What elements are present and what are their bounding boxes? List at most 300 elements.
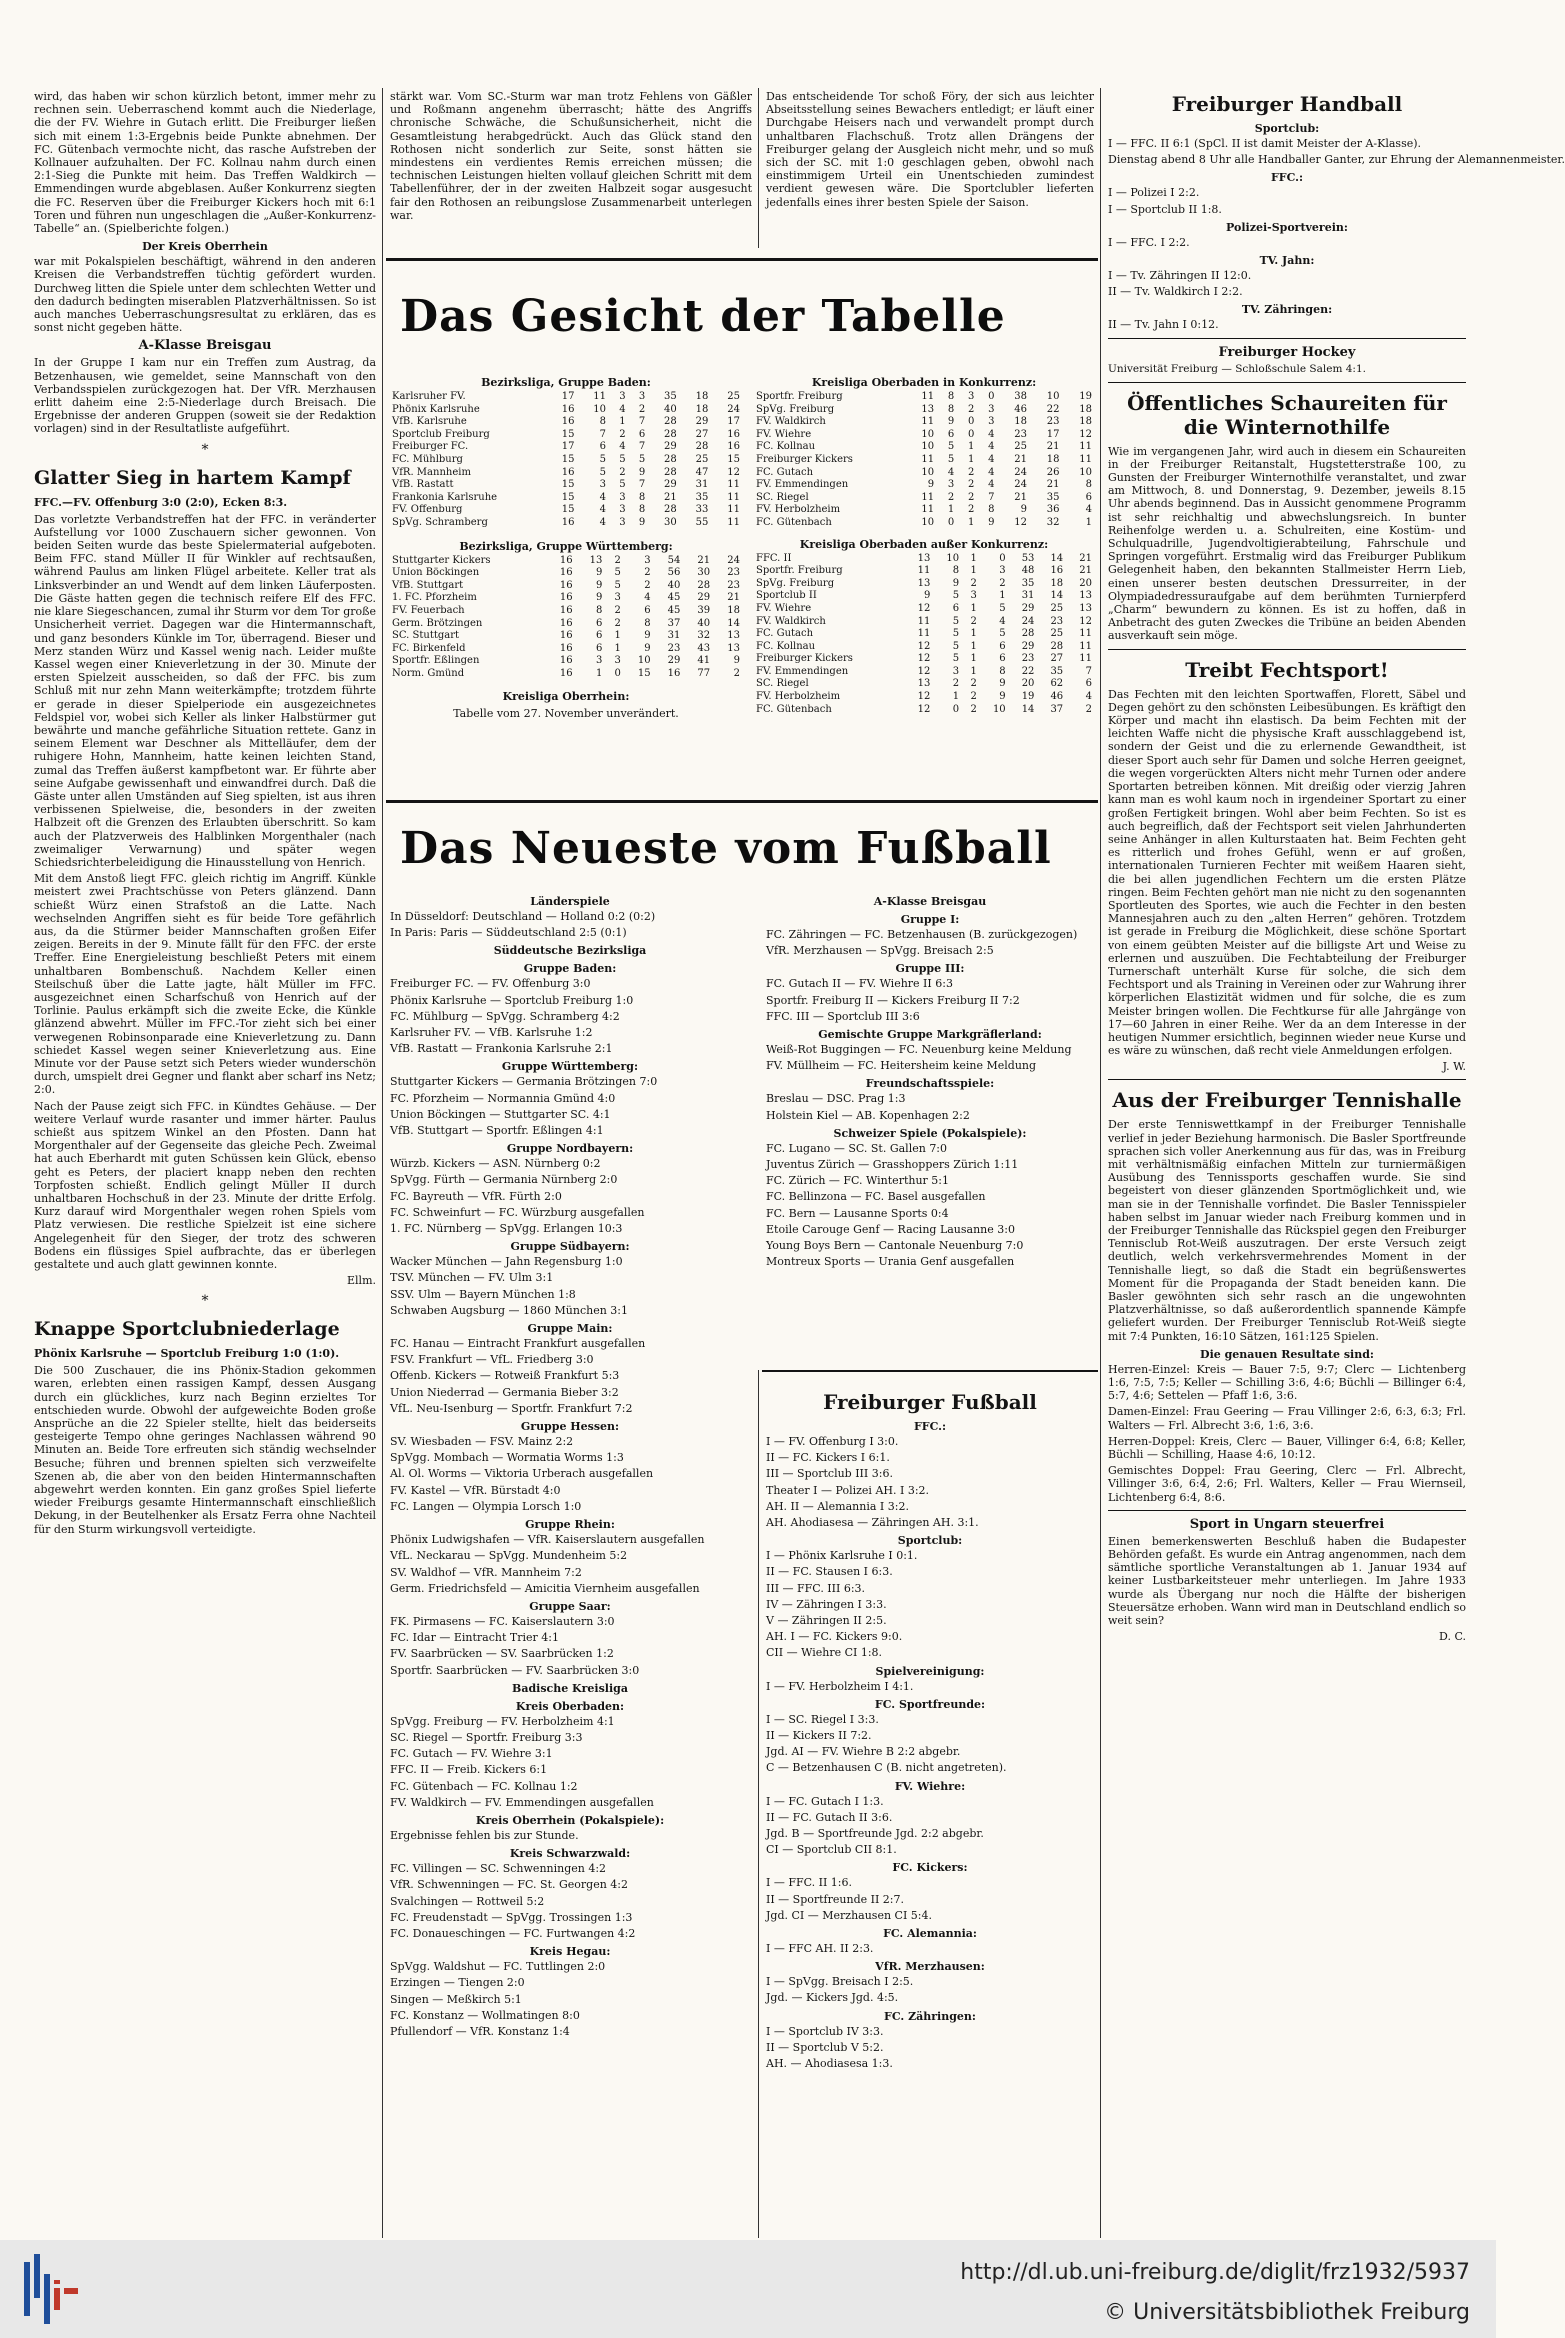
stat-cell: 21 — [1014, 453, 1027, 465]
stat-cell: 4 — [599, 491, 607, 503]
group-heading: Polizei-Sportverein: — [1226, 220, 1348, 234]
stat-cell: 30 — [664, 516, 677, 528]
result-line: Jgd. AI — FV. Wiehre B 2:2 abgebr. — [766, 1745, 961, 1759]
stat-cell: 3 — [952, 665, 960, 677]
stat-cell: 7 — [638, 416, 646, 428]
result-line: TSV. München — FV. Ulm 3:1 — [390, 1271, 554, 1285]
stat-cell: 1 — [970, 628, 977, 640]
stat-cell: 1 — [967, 516, 975, 528]
banner-tabelle: Das Gesicht der Tabelle — [400, 291, 1006, 342]
stat-cell: 10 — [1046, 391, 1060, 402]
stat-cell: 14 — [1050, 552, 1064, 564]
stat-cell: 28 — [664, 416, 677, 428]
result-line: FC. Langen — Olympia Lorsch 1:0 — [390, 1499, 582, 1513]
stat-cell: 29 — [697, 592, 711, 604]
table-row — [754, 504, 1094, 517]
source-url-link[interactable]: http://dl.ub.uni-freiburg.de/diglit/frz1932/5937 — [960, 2260, 1470, 2285]
stat-cell: 25 — [727, 391, 740, 402]
group-heading: Kreis Oberbaden: — [515, 1699, 625, 1713]
group-heading: Gemischte Gruppe Markgräflerland: — [818, 1028, 1042, 1042]
stat-cell: 35 — [695, 491, 709, 503]
team-name: FV. Wiehre — [756, 428, 812, 440]
stat-cell: 56 — [667, 567, 681, 579]
result-line: FV. Saarbrücken — SV. Saarbrücken 1:2 — [390, 1647, 614, 1661]
stat-cell: 8 — [952, 565, 960, 577]
stat-cell: 13 — [917, 552, 931, 564]
stat-cell: 41 — [697, 655, 711, 667]
stat-cell: 1 — [967, 441, 975, 453]
team-name: FC. Gutach — [756, 466, 814, 478]
team-name: Freiburger Kickers — [756, 653, 853, 665]
result-line: Jgd. B — Sportfreunde Jgd. 2:2 abgebr. — [766, 1827, 984, 1841]
stat-cell: 11 — [917, 565, 931, 577]
stat-cell: 1 — [967, 453, 975, 465]
result-line: Stuttgarter Kickers — Germania Brötzingen 7:0 — [390, 1075, 658, 1089]
result-line: Offenb. Kickers — Rotweiß Frankfurt 5:3 — [390, 1369, 620, 1383]
stat-cell: 9 — [927, 479, 935, 491]
stat-cell: 28 — [664, 466, 677, 478]
result-line: Jgd. CI — Merzhausen CI 5:4. — [766, 1908, 932, 1922]
team-name: FV. Wiehre — [756, 602, 812, 614]
stat-cell: 18 — [1046, 453, 1060, 465]
stat-cell: 18 — [1050, 577, 1064, 589]
stat-cell: 20 — [1079, 577, 1092, 589]
result-line: III — Sportclub III 3:6. — [766, 1467, 893, 1481]
result-line: FC. Zürich — FC. Winterthur 5:1 — [766, 1174, 949, 1188]
team-name: VfB. Stuttgart — [392, 579, 464, 591]
team-name: FC. Mühlburg — [392, 453, 463, 465]
article-text: Die 500 Zuschauer, die ins Phönix-Stadion gekommen waren, erlebten einen rassigen Kampf, dessen Ausgang durch ein glückliches, kurz nach Beginn erzieltes Tor entschieden wurde. Obwohl der aufgeweichte Boden große Ansprüche an die 22 Spieler stellte, hielt das beiderseits gesteigerte Tempo ohne geringes Nachlassen während 90 Minuten an. Beide Tore erfreuten sich ständig wechselnder Besuche; führen und brennen spielten sich verzweifelte Szenen ab, die aber von den beiden Hintermannschaften abgewehrt werden konnten. Ein ganz großes Spiel lieferte wieder Freiburgs gesamte Hintermannschaft einschließlich Dekung, in der Beutelhenker als Ersatz Ferra ohne Nachteil für den Sturm wirkungsvoll verteidigte. — [34, 1364, 376, 1536]
team-name: FC. Birkenfeld — [392, 642, 466, 654]
article-text: Wie im vergangenen Jahr, wird auch in diesem ein Schaureiten in der Freiburger Reitanstalt, Hugstetterstraße 100, zu Gunsten der Freiburger Winternothilfe veranstaltet, und zwar am Mittwoch, 8. und Donnerstag, 9. Dezember, jeweils 8.15 Uhr abends beginnend. Das in Aussicht genommene Programm ist sehr reichhaltig und abwechslungsreich. In bunter Reihenfolge werden u. a. Schulreiten, eine Kostüm- und Schulquadrille, Jugendvoltigierabteilung, Fahrschule und Springen vorgeführt. Erstmalig wird das Freiburger Publikum Gelegenheit haben, den bekannten Stallmeister Herrn Lieb, einen unserer besten deutschen Dressurreiter, in der Olympiadedressuraufgabe auf dem berühmten Turnierpferd „Charm“ bewundern zu können. Es ist zu hoffen, daß in Anbetracht des guten Zweckes die Tribüne an beiden Abenden ausverkauft sein möge. — [1108, 444, 1466, 643]
results-left — [386, 890, 754, 2236]
team-name: FC. Kollnau — [756, 441, 816, 453]
stat-cell: 13 — [917, 577, 931, 589]
result-line: Schwaben Augsburg — 1860 München 3:1 — [390, 1303, 628, 1317]
stat-cell: 9 — [999, 691, 1006, 703]
stat-cell: 10 — [946, 552, 960, 564]
stat-cell: 11 — [921, 504, 935, 516]
stat-cell: 8 — [638, 504, 646, 516]
stat-cell: 11 — [921, 416, 935, 428]
stat-cell: 11 — [1079, 628, 1092, 640]
stat-cell: 16 — [727, 441, 740, 453]
group-heading: Gruppe Südbayern: — [510, 1240, 630, 1254]
column-5 — [1104, 84, 1565, 2234]
stat-cell: 10 — [921, 516, 935, 528]
stat-cell: 1 — [619, 416, 626, 428]
stat-cell: 2 — [614, 604, 621, 616]
stat-cell: 1 — [614, 630, 621, 642]
result-line: I — Polizei I 2:2. — [1108, 186, 1200, 200]
stat-cell: 12 — [917, 665, 931, 677]
stat-cell: 7 — [988, 491, 995, 503]
stat-cell: 29 — [1021, 640, 1035, 652]
table-row — [390, 454, 742, 467]
stat-cell: 40 — [667, 579, 681, 591]
table-row — [390, 504, 742, 517]
result-line: FC. Bern — Lausanne Sports 0:4 — [766, 1206, 949, 1220]
team-name: FC. Gütenbach — [756, 703, 832, 715]
stat-cell: 3 — [596, 655, 603, 667]
stat-cell: 24 — [727, 554, 740, 566]
stat-cell: 2 — [638, 403, 646, 415]
table-row — [390, 404, 742, 417]
article-headline: Freiburger Handball — [1171, 92, 1403, 116]
result-line: Ergebnisse fehlen bis zur Stunde. — [390, 1828, 579, 1842]
stat-cell: 11 — [727, 479, 740, 491]
stat-cell: 5 — [619, 479, 626, 491]
result-line: Sportfr. Saarbrücken — FV. Saarbrücken 3:0 — [390, 1663, 640, 1677]
stat-cell: 2 — [733, 667, 740, 679]
result-line: II — FC. Stausen I 6:3. — [766, 1565, 893, 1579]
stat-cell: 3 — [619, 391, 626, 402]
separator-star: * — [201, 441, 209, 458]
stat-cell: 38 — [1014, 391, 1027, 402]
result-line: Wacker München — Jahn Regensburg 1:0 — [390, 1255, 623, 1269]
stat-cell: 17 — [561, 391, 575, 402]
result-line: Young Boys Bern — Cantonale Neuenburg 7:0 — [766, 1239, 1024, 1253]
result-line: I — Tv. Zähringen II 12:0. — [1108, 269, 1252, 283]
group-heading: Gruppe Rhein: — [525, 1518, 615, 1532]
result-line: Etoile Carouge Genf — Racing Lausanne 3:0 — [766, 1222, 1015, 1236]
stat-cell: 17 — [1046, 428, 1060, 440]
article-headline: Aus der Freiburger Tennishalle — [1112, 1088, 1462, 1113]
team-name: Frankonia Karlsruhe — [392, 491, 498, 503]
stat-cell: 5 — [952, 628, 960, 640]
stat-cell: 16 — [561, 403, 575, 415]
group-heading: Sportclub: — [1254, 122, 1320, 135]
team-name: SpVg. Schramberg — [392, 516, 488, 528]
stat-cell: 12 — [917, 653, 931, 665]
stat-cell: 12 — [1014, 516, 1027, 528]
group-heading: TV. Zähringen: — [1241, 303, 1333, 317]
stat-cell: 11 — [1079, 453, 1092, 465]
match-subheading: FFC.—FV. Offenburg 3:0 (2:0), Ecken 8:3. — [34, 495, 288, 509]
stat-cell: 12 — [917, 640, 931, 652]
section-heading: Die genauen Resultate sind: — [1200, 1347, 1374, 1361]
result-line: FV. Waldkirch — FV. Emmendingen ausgefallen — [390, 1795, 654, 1809]
standings-table-ak — [754, 553, 1094, 717]
stat-cell: 55 — [695, 516, 709, 528]
table-row — [390, 467, 742, 480]
table-row — [390, 643, 742, 656]
stat-cell: 1 — [947, 504, 955, 516]
stat-cell: 12 — [1079, 615, 1092, 627]
stat-cell: 31 — [667, 630, 681, 642]
stat-cell: 12 — [917, 691, 931, 703]
table-row — [390, 391, 742, 404]
stat-cell: 45 — [667, 592, 681, 604]
stat-cell: 8 — [599, 416, 607, 428]
standings-table-baden — [390, 391, 742, 530]
table-row — [754, 404, 1094, 417]
result-line: I — SC. Riegel I 3:3. — [766, 1712, 879, 1726]
stat-cell: 45 — [667, 604, 681, 616]
stat-cell: 2 — [967, 479, 975, 491]
stat-cell: 22 — [1046, 403, 1060, 415]
result-line: FC. Pforzheim — Normannia Gmünd 4:0 — [390, 1091, 616, 1105]
stat-cell: 2 — [967, 504, 975, 516]
stat-cell: 11 — [921, 453, 935, 465]
stat-cell: 15 — [561, 479, 575, 491]
stat-cell: 2 — [967, 466, 975, 478]
stat-cell: 3 — [988, 416, 995, 428]
stat-cell: 10 — [593, 403, 607, 415]
column-2-top — [386, 90, 756, 256]
stat-cell: 23 — [667, 642, 681, 654]
stat-cell: 4 — [619, 403, 626, 415]
result-line: FC. Konstanz — Wollmatingen 8:0 — [390, 2008, 580, 2022]
result-line: II — Tv. Waldkirch I 2:2. — [1108, 285, 1243, 299]
stat-cell: 2 — [970, 615, 977, 627]
result-line: FFC. II — Freib. Kickers 6:1 — [390, 1763, 548, 1777]
group-heading: Spielvereinigung: — [875, 1664, 985, 1678]
stat-cell: 4 — [619, 441, 626, 453]
stat-cell: 2 — [999, 577, 1006, 589]
result-line: Svalchingen — Rottweil 5:2 — [390, 1894, 545, 1908]
stat-cell: 29 — [664, 479, 677, 491]
result-line: III — FFC. III 6:3. — [766, 1581, 866, 1595]
stat-cell: 13 — [1079, 602, 1092, 614]
stat-cell: 3 — [619, 504, 626, 516]
stat-cell: 3 — [967, 391, 975, 402]
result-line: FK. Pirmasens — FC. Kaiserslautern 3:0 — [390, 1614, 615, 1628]
group-heading: Gruppe Hessen: — [520, 1420, 620, 1434]
stat-cell: 15 — [561, 504, 575, 516]
stat-cell: 16 — [561, 466, 575, 478]
column-rule — [758, 1370, 759, 2238]
group-heading: Kreis Hegau: — [529, 1945, 611, 1959]
table-note: Tabelle vom 27. November unverändert. — [453, 707, 679, 721]
result-line: I — FFC. II 1:6. — [766, 1876, 853, 1890]
article-text: war mit Pokalspielen beschäftigt, während in den anderen Kreisen die Verbandstreffen tüchtig gefördert wurden. Durchweg litten die Spiele unter dem schlechten Wetter und den dadurch bedingten miserablen Platzverhältnissen. So ist auch manches Ueberraschungsresultat zu erklären, das es sonst nicht gegeben hätte. — [34, 255, 376, 335]
stat-cell: 5 — [614, 579, 621, 591]
stat-cell: 53 — [1021, 552, 1035, 564]
result-line: FC. Gutach II — FV. Wiehre II 6:3 — [766, 977, 953, 991]
stat-cell: 10 — [637, 655, 651, 667]
article-text: Damen-Einzel: Frau Geering — Frau Villinger 2:6, 6:3, 6:3; Frl. Walters — Frl. Albrecht 3:6, 1:6, 3:6. — [1108, 1405, 1466, 1432]
result-line: Pfullendorf — VfR. Konstanz 1:4 — [390, 2024, 570, 2038]
result-line: FC. Bellinzona — FC. Basel ausgefallen — [766, 1190, 986, 1204]
stat-cell: 16 — [559, 579, 573, 591]
result-line: Al. Ol. Worms — Viktoria Urberach ausgefallen — [390, 1467, 654, 1481]
stat-cell: 14 — [1021, 703, 1035, 715]
stat-cell: 10 — [992, 703, 1006, 715]
table-row — [754, 391, 1094, 404]
stat-cell: 3 — [614, 655, 621, 667]
tables-left — [386, 372, 746, 792]
stat-cell: 31 — [695, 479, 709, 491]
result-line: II — Sportclub V 5:2. — [766, 2040, 884, 2054]
team-name: FV. Offenburg — [392, 504, 463, 516]
group-heading: FC. Zähringen: — [884, 2009, 976, 2023]
stat-cell: 3 — [999, 565, 1006, 577]
stat-cell: 0 — [614, 667, 621, 679]
stat-cell: 29 — [667, 655, 681, 667]
stat-cell: 40 — [697, 617, 711, 629]
stat-cell: 21 — [1079, 565, 1092, 577]
section-rule — [1108, 649, 1466, 650]
stat-cell: 16 — [667, 667, 681, 679]
stat-cell: 1 — [970, 565, 977, 577]
group-heading: FV. Wiehre: — [894, 1779, 966, 1793]
stat-cell: 5 — [947, 453, 955, 465]
group-heading: Kreis Oberrhein (Pokalspiele): — [475, 1813, 665, 1827]
result-line: Breslau — DSC. Prag 1:3 — [766, 1092, 906, 1106]
team-name: VfB. Karlsruhe — [392, 416, 467, 428]
article-text: Nach der Pause zeigt sich FFC. in Kündtes Gehäuse. — Der weitere Verlauf wurde rasanter und immer härter. Paulus schießt aus spitzem Winkel an den Pfosten. Dann hat Morgenthaler auf der Gegenseite das gleiche Pech. Zweimal hat auch Eberhardt mit guten Schüssen kein Glück, ebenso geht es Peters, der placiert knapp neben den rechten Torpfosten schießt. Endlich gelingt Müller II durch unhaltbaren Hochschuß in der 23. Minute der dritte Erfolg. Kurz darauf wird Morgenthaler wegen rohen Spiels vom Platz verwiesen. Die restliche Spielzeit ist eine sichere Angelegenheit für den Sieger, der trotz des schweren Bodens ein flüssiges Spiel aufbrachte, das er überlegen gestaltete und auch glatt gewinnen konnte. — [34, 1099, 376, 1272]
stat-cell: 1 — [970, 640, 977, 652]
stat-cell: 5 — [638, 453, 646, 465]
stat-cell: 10 — [921, 441, 935, 453]
stat-cell: 23 — [727, 567, 740, 579]
stat-cell: 16 — [559, 617, 573, 629]
group-heading: FFC.: — [1270, 171, 1304, 185]
stat-cell: 17 — [561, 441, 575, 453]
stat-cell: 4 — [988, 453, 995, 465]
stat-cell: 11 — [921, 391, 935, 402]
table-row — [390, 429, 742, 442]
result-line: Holstein Kiel — AB. Kopenhagen 2:2 — [766, 1108, 970, 1122]
stat-cell: 62 — [1050, 678, 1064, 690]
result-line: II — FC. Gutach II 3:6. — [766, 1810, 893, 1824]
table-row — [390, 618, 742, 631]
table-row — [390, 605, 742, 618]
footer-bar — [0, 2240, 1496, 2338]
stat-cell: 4 — [1085, 504, 1092, 516]
stat-cell: 40 — [664, 403, 677, 415]
team-name: FV. Herbolzheim — [756, 691, 841, 703]
author-signature: D. C. — [1439, 1630, 1466, 1644]
stat-cell: 6 — [638, 428, 646, 440]
match-subheading: Phönix Karlsruhe — Sportclub Freiburg 1:0 (1:0). — [34, 1347, 340, 1361]
column-1 — [30, 90, 380, 2236]
table-heading: Bezirksliga, Gruppe Baden: — [481, 376, 651, 389]
group-heading: FC. Sportfreunde: — [874, 1697, 986, 1711]
stat-cell: 2 — [614, 617, 621, 629]
stat-cell: 23 — [1021, 653, 1035, 665]
group-heading: Länderspiele — [530, 895, 610, 908]
article-headline: Glatter Sieg in hartem Kampf — [34, 466, 351, 489]
result-line: FV. Müllheim — FC. Heitersheim keine Meldung — [766, 1059, 1037, 1073]
stat-cell: 3 — [644, 554, 651, 566]
stat-cell: 2 — [970, 577, 977, 589]
group-heading: Gruppe Saar: — [529, 1599, 611, 1613]
table-row — [754, 416, 1094, 429]
stat-cell: 11 — [727, 491, 740, 503]
stat-cell: 9 — [733, 655, 740, 667]
result-line: SV. Wiesbaden — FSV. Mainz 2:2 — [390, 1435, 574, 1449]
stat-cell: 2 — [619, 466, 626, 478]
result-line: 1. FC. Nürnberg — SpVgg. Erlangen 10:3 — [390, 1222, 623, 1236]
team-name: FV. Waldkirch — [756, 416, 826, 428]
article-text: Einen bemerkenswerten Beschluß haben die Budapester Behörden gefaßt. Es wurde ein Antrag angenommen, nach dem sämtliche sportliche Veranstaltungen ab 1. Januar 1934 auf keiner Lustbarkeitsteuer mehr unterliegen. Im Jahre 1933 wurde als Übergang nur noch die Hälfte der bisherigen Steuersätze erhoben. Wann wird man in Deutschland endlich so weit sein? — [1108, 1534, 1466, 1628]
stat-cell: 4 — [999, 615, 1006, 627]
separator-star: * — [201, 1293, 209, 1310]
stat-cell: 3 — [638, 391, 646, 402]
stat-cell: 10 — [1079, 466, 1092, 478]
stat-cell: 16 — [559, 604, 573, 616]
table-heading: Kreisliga Oberbaden in Konkurrenz: — [811, 376, 1037, 389]
result-line: SC. Riegel — Sportfr. Freiburg 3:3 — [390, 1730, 583, 1744]
stat-cell: 12 — [917, 703, 931, 715]
stat-cell: 23 — [727, 579, 740, 591]
group-heading: Badische Kreisliga — [512, 1681, 628, 1695]
result-line: AH. Ahodiasesa — Zähringen AH. 3:1. — [766, 1516, 979, 1530]
stat-cell: 4 — [988, 441, 995, 453]
result-line: Phönix Karlsruhe — Sportclub Freiburg 1:0 — [390, 993, 634, 1007]
stat-cell: 21 — [1046, 479, 1060, 491]
stat-cell: 16 — [559, 630, 573, 642]
table-row — [390, 580, 742, 593]
stat-cell: 8 — [644, 617, 651, 629]
section-rule — [1108, 338, 1466, 339]
stat-cell: 2 — [1085, 703, 1092, 715]
stat-cell: 25 — [1014, 441, 1027, 453]
result-line: Karlsruher FV. — VfB. Karlsruhe 1:2 — [390, 1026, 593, 1040]
stat-cell: 1 — [952, 691, 960, 703]
team-name: SC. Riegel — [756, 491, 809, 503]
result-line: Universität Freiburg — Schloßschule Salem 4:1. — [1108, 362, 1366, 375]
result-line: FC. Schweinfurt — FC. Würzburg ausgefallen — [390, 1205, 645, 1219]
team-name: FFC. II — [756, 552, 792, 564]
team-name: Norm. Gmünd — [392, 667, 465, 679]
article-text: stärkt war. Vom SC.-Sturm war man trotz Fehlens von Gäßler und Roßmann angenehm überrascht; hätte des Angriffs chronische Schwäche, die Schußunsicherheit, nicht die Gesamtleistung herabgedrückt. Auch das Glück stand den Rothosen nicht sonderlich zur Seite, sonst hätten sie mindestens ein verdientes Remis erreichen müssen; die technischen Leistungen hielten vollauf gleichen Schritt mit dem Tabellenführer, der in der zweiten Halbzeit sogar ausgesucht fair den Rothosen an reibungslose Zusammenarbeit unterlegen war. — [390, 90, 752, 222]
freiburger-fussball — [762, 1382, 1098, 2232]
stat-cell: 13 — [921, 403, 935, 415]
team-name: Karlsruher FV. — [392, 391, 466, 402]
stat-cell: 28 — [697, 579, 711, 591]
stat-cell: 29 — [1021, 602, 1035, 614]
table-heading: Kreisliga Oberrhein: — [502, 690, 630, 704]
stat-cell: 32 — [1046, 516, 1060, 528]
result-line: CI — Sportclub CII 8:1. — [766, 1843, 897, 1857]
team-name: FC. Gütenbach — [756, 516, 832, 528]
team-name: Sportfr. Eßlingen — [392, 655, 480, 667]
team-name: FV. Herbolzheim — [756, 504, 841, 516]
stat-cell: 6 — [596, 617, 603, 629]
stat-cell: 9 — [638, 466, 646, 478]
stat-cell: 21 — [1014, 491, 1027, 503]
section-heading: A-Klasse Breisgau — [138, 338, 272, 354]
stat-cell: 31 — [1021, 590, 1035, 602]
result-line: In Düsseldorf: Deutschland — Holland 0:2 (0:2) — [390, 910, 656, 923]
result-line: SV. Waldhof — VfR. Mannheim 7:2 — [390, 1565, 582, 1579]
result-line: VfB. Stuttgart — Sportfr. Eßlingen 4:1 — [390, 1124, 604, 1138]
stat-cell: 1 — [970, 665, 977, 677]
stat-cell: 35 — [1021, 577, 1035, 589]
article-text: Gemischtes Doppel: Frau Geering, Clerc — Frl. Albrecht, Villinger 3:6, 6:4, 2:6; Frl. Walters, Keller — Frau Wiernseil, Lichtenberg 6:4, 8:6. — [1108, 1464, 1466, 1504]
team-name: FV. Emmendingen — [756, 665, 849, 677]
team-name: VfR. Mannheim — [392, 466, 471, 478]
stat-cell: 2 — [619, 428, 626, 440]
article-text: Das Fechten mit den leichten Sportwaffen, Florett, Säbel und Degen gehört zu den schönsten Leibesübungen. Es kräftigt den Körper und macht ihn elastisch. Da beim Fechten mit der leichten Waffe nicht die physische Kraft ausschlaggebend ist, sondern der Geist und die zu erlernende Gewandtheit, ist dieser Sport auch sehr für Damen und solche Herren geeignet, die wegen vorgerückten Alters nicht mehr Turnen oder andere Sportarten betreiben können. Mit dreißig oder vierzig Jahren kann man es wohl kaum noch in irgendeiner Sportart zu einer großen Fertigkeit bringen. Wohl aber beim Fechten. So ist es auch begreiflich, daß der Fechtsport seit vielen Jahrhunderten seine Anhänger in allen Kulturstaaten hat. Beim Fechten geht es ritterlich und frohes Gefühl, wenn er auf großen, internationalen Turnieren Fechter mit weißem Haaren sieht, die bei allen jugendlichen Fechtern um die ersten Plätze ringen. Beim Fechten gehört man nie nicht zu den sogenannten Sportleuten des Sportes, wie auch die Fechter in den besten Mannesjahren auch zu den „alten Herren“ gehören. Trotzdem ist gerade in Freiburg die Möglichkeit, diese schöne Sportart von einem geübten Meister auf die billigste Art und Weise zu erlernen und auszuüben. Die Fechtabteilung der Freiburger Turnerschaft unterhält Kurse für solche, die sich dem Fechtsport und als Training in Vereinen oder zur Wahrung ihrer körperlichen Elastizität widmen und für solche, die es zum Meister bringen wollen. Die Fechtkurse für alle Jahrgänge von 17—60 Jahren in einer Reihe. Wer da an dem Interesse in der heutigen Nummer ersichtlich, beginnen wieder neue Kurse und es wäre zu wünschen, daß recht viele Anmeldungen erfolgen. — [1108, 687, 1466, 1058]
stat-cell: 12 — [917, 602, 931, 614]
table-row — [754, 467, 1094, 480]
stat-cell: 4 — [988, 479, 995, 491]
stat-cell: 15 — [561, 428, 575, 440]
result-line: CII — Wiehre CI 1:8. — [766, 1646, 883, 1660]
stat-cell: 5 — [619, 453, 626, 465]
section-rule — [1108, 1079, 1466, 1080]
result-line: FC. Donaueschingen — FC. Furtwangen 4:2 — [390, 1926, 636, 1940]
stat-cell: 3 — [614, 592, 621, 604]
article-headline: Treibt Fechtsport! — [1185, 657, 1389, 682]
stat-cell: 6 — [599, 441, 607, 453]
article-text: Herren-Doppel: Kreis, Clerc — Bauer, Villinger 6:4, 6:8; Keller, Büchli — Schilling, Haase 4:6, 10:12. — [1108, 1434, 1466, 1462]
result-line: FFC. III — Sportclub III 3:6 — [766, 1009, 920, 1023]
